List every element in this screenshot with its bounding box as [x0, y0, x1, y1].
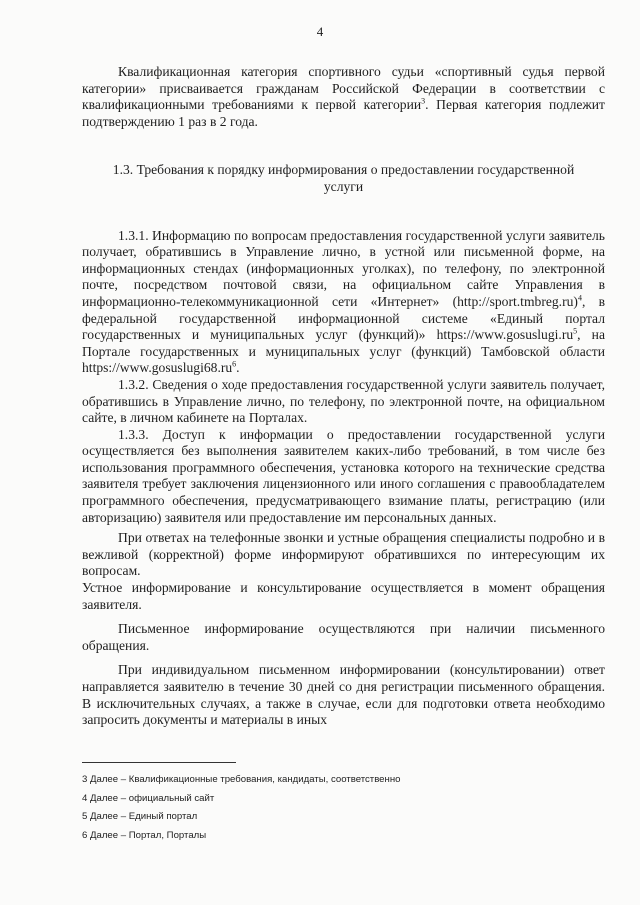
p131-part1: 1.3.1. Информацию по вопросам предоставления государственной услуги заявитель получает, обратившись в Управление лично, в устной или письменной форме, на информационных стендах (информационных уголках), по телефону, по электронной почте, посредством почтовой связи, на официальном сайте Управления в информационно-телекоммуникационной сети «Интернет» (http://sport.tmbreg.ru)	[82, 227, 605, 309]
paragraph-1-3-2: 1.3.2. Сведения о ходе предоставления государственной услуги заявитель получает, обратившись в Управление лично, по телефону, по электронной почте, на официальном сайте, в личном кабинете на Порталах.	[82, 376, 605, 426]
p131-part2: , в федеральной государственной информационной системе «Единый портал государственных и муниципальных услуг (функций)» https://www.gosuslugi.ru	[82, 293, 605, 343]
footnote-ref-3: 3	[421, 96, 426, 106]
footnote-ref-5: 5	[573, 326, 578, 336]
paragraph-1-3-3: 1.3.3. Доступ к информации о предоставлении государственной услуги осуществляется без выполнения заявителем каких-либо требований, в том числе без использования программного обеспечения, установка которого на технические средства заявителя требует заключения лицензионного или иного соглашения с правообладателем программного обеспечения, предусматривающего взимание платы, регистрацию (или авторизацию) заявителя или предоставление им персональных данных.	[82, 426, 605, 525]
paragraph-written: Письменное информирование осуществляются при наличии письменного обращения.	[82, 621, 605, 653]
footnote-divider	[82, 762, 236, 763]
paragraph-1-3-1	[82, 228, 605, 377]
p131-part4: .	[236, 360, 240, 376]
section-heading: 1.3. Требования к порядку информирования о предоставлении государственной услуги	[112, 162, 575, 194]
footnote-ref-6: 6	[232, 359, 237, 369]
intro-paragraph	[82, 64, 605, 130]
paragraph-oral: Устное информирование и консультирование осуществляется в момент обращения заявителя.	[82, 580, 605, 612]
footnote-5: 5 Далее – Единый портал	[82, 811, 198, 822]
document-body	[82, 64, 605, 729]
paragraph-calls: При ответах на телефонные звонки и устные обращения специалисты подробно и в вежливой (корректной) форме информируют обратившихся по интересующим их вопросам.	[82, 530, 605, 579]
p131-part3: , на Портале государственных и муниципальных услуг (функций) Тамбовской области https://www.gosuslugi68.ru	[82, 327, 605, 376]
footnote-4: 4 Далее – официальный сайт	[82, 792, 215, 804]
intro-text: Квалификационная категория спортивного судьи «спортивный судья первой категории» присваивается гражданам Российской Федерации в соответствии с квалификационными требованиями к первой категории	[82, 64, 605, 113]
footnote-ref-4: 4	[577, 293, 582, 303]
footnote-6: 6 Далее – Портал, Порталы	[82, 829, 207, 841]
footnotes	[82, 771, 602, 845]
page-number: 4	[316, 24, 324, 39]
paragraph-individual: При индивидуальном письменном информировании (консультировании) ответ направляется заявителю в течение 30 дней со дня регистрации письменного обращения. В исключительных случаях, а также в случае, если для подготовки ответа необходимо запросить документы и материалы в иных	[82, 662, 605, 728]
footnote-3: 3 Далее – Квалификационные требования, кандидаты, соответственно	[82, 774, 401, 785]
intro-tail: . Первая категория подлежит подтверждению 1 раз в 2 года.	[82, 97, 606, 129]
